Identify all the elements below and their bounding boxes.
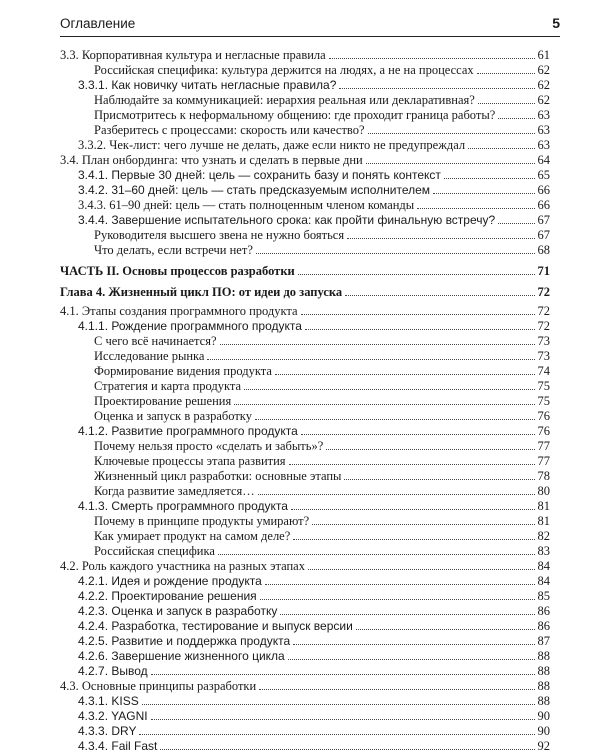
toc-entry-title: Руководителя высшего звена не нужно бояться [94, 228, 345, 242]
toc-entry-page: 62 [537, 93, 550, 107]
toc-entry-title: 3.3.1. Как новичку читать негласные правила? [78, 78, 337, 92]
toc-entry-page: 88 [537, 649, 550, 663]
toc-entry-page: 65 [537, 168, 550, 182]
toc-entry-title: Ключевые процессы этапа развития [94, 454, 286, 468]
toc-entry-page: 64 [537, 153, 550, 167]
toc-entry [78, 213, 550, 228]
dot-leader [339, 79, 534, 89]
toc-entry-page: 66 [537, 183, 550, 197]
toc-entry [94, 484, 550, 499]
toc-entry [60, 264, 550, 279]
toc-entry-title: 4.1. Этапы создания программного продукта [60, 304, 298, 318]
dot-leader [293, 530, 534, 540]
toc-entry [78, 198, 550, 213]
dot-leader [234, 395, 534, 405]
toc-entry-page: 63 [537, 138, 550, 152]
toc-entry-page: 66 [537, 198, 550, 212]
toc-entry-title: Российская специфика [94, 544, 215, 558]
toc-entry [78, 724, 550, 739]
toc-entry-page: 84 [537, 559, 550, 573]
toc-entry-title: 4.2. Роль каждого участника на разных этапах [60, 559, 305, 573]
toc-entry [78, 574, 550, 589]
toc-entry [78, 424, 550, 439]
toc-entry-title: 3.4.3. 61–90 дней: цель — стать полноценным членом команды [78, 198, 415, 212]
dot-leader [366, 154, 535, 164]
toc-entry-page: 76 [537, 409, 550, 423]
toc-entry-page: 85 [537, 589, 550, 603]
dot-leader [151, 710, 535, 720]
toc-entry-title: Присмотритесь к неформальному общению: где проходит граница работы? [94, 108, 496, 122]
toc-entry [94, 544, 550, 559]
toc-entry [78, 589, 550, 604]
toc-entry-page: 75 [537, 379, 550, 393]
toc-entry [94, 439, 550, 454]
toc-entry [94, 228, 550, 243]
toc-entry [60, 153, 550, 168]
dot-leader [329, 49, 535, 59]
dot-leader [244, 380, 534, 390]
dot-leader [255, 410, 535, 420]
dot-leader [289, 455, 535, 465]
dot-leader [207, 350, 534, 360]
header-title: Оглавление [60, 16, 136, 31]
dot-leader [345, 286, 534, 296]
toc-entry [78, 664, 550, 679]
toc-entry-title: 4.2.3. Оценка и запуск в разработку [78, 604, 278, 618]
toc-entry-page: 81 [537, 514, 550, 528]
toc-entry-title: 3.3.2. Чек-лист: чего лучше не делать, даже если никто не предупреждал [78, 138, 466, 152]
toc-entry [60, 679, 550, 694]
dot-leader [265, 575, 535, 585]
toc-entry-page: 72 [537, 285, 550, 299]
toc-entry-title: 4.3.1. KISS [78, 694, 139, 708]
toc-entry [94, 529, 550, 544]
toc-entry-title: 3.4. План онбординга: что узнать и сделать в первые дни [60, 153, 363, 167]
toc-entry-page: 63 [537, 108, 550, 122]
toc-entry-title: Российская специфика: культура держится на людях, а не на процессах [94, 63, 474, 77]
toc-entry [78, 619, 550, 634]
dot-leader [477, 64, 535, 74]
dot-leader [275, 365, 535, 375]
toc-entry-title: Проектирование решения [94, 394, 232, 408]
toc-entry-page: 87 [537, 634, 550, 648]
dot-leader [344, 470, 534, 480]
toc-entry [78, 78, 550, 93]
toc-entry-page: 61 [537, 48, 550, 62]
toc-entry [60, 559, 550, 574]
toc-entry-page: 67 [537, 228, 550, 242]
dot-leader [218, 545, 535, 555]
dot-leader [444, 169, 535, 179]
toc-entry [78, 739, 550, 754]
toc-entry [94, 469, 550, 484]
toc-entry-page: 77 [537, 439, 550, 453]
toc-entry-page: 86 [537, 604, 550, 618]
dot-leader [417, 199, 534, 209]
dot-leader [293, 635, 534, 645]
toc-entry-title: Жизненный цикл разработки: основные этапы [94, 469, 342, 483]
toc-entry-page: 68 [537, 243, 550, 257]
toc-entry-page: 71 [537, 264, 550, 278]
dot-leader [280, 605, 534, 615]
dot-leader [308, 560, 535, 570]
toc-entry [94, 123, 550, 138]
toc-entry [78, 183, 550, 198]
toc-entry [78, 168, 550, 183]
header-page-number: 5 [552, 15, 560, 31]
toc-entry-title: Оценка и запуск в разработку [94, 409, 252, 423]
toc-entry [94, 349, 550, 364]
dot-leader [326, 440, 534, 450]
dot-leader [478, 94, 535, 104]
toc-entry [94, 93, 550, 108]
toc-entry [94, 63, 550, 78]
toc-entry-page: 72 [537, 319, 550, 333]
toc-entry-title: Формирование видения продукта [94, 364, 272, 378]
toc-entry-title: 3.4.4. Завершение испытательного срока: как пройти финальную встречу? [78, 213, 496, 227]
toc-entry-page: 81 [537, 499, 550, 513]
dot-leader [260, 590, 535, 600]
toc-entry-page: 62 [537, 63, 550, 77]
toc-entry-page: 72 [537, 304, 550, 318]
toc-entry [78, 709, 550, 724]
dot-leader [301, 305, 535, 315]
dot-leader [142, 695, 535, 705]
toc-entry [94, 409, 550, 424]
toc-entry [94, 454, 550, 469]
toc-entry-title: 3.4.2. 31–60 дней: цель — стать предсказуемым исполнителем [78, 183, 431, 197]
dot-leader [291, 500, 535, 510]
toc-entry-title: 4.3.2. YAGNI [78, 709, 148, 723]
toc-entry-page: 62 [537, 78, 550, 92]
toc-entry [60, 304, 550, 319]
dot-leader [498, 109, 534, 119]
toc-entry-title: 4.2.4. Разработка, тестирование и выпуск версии [78, 619, 353, 633]
toc-entry-title: Разберитесь с процессами: скорость или качество? [94, 123, 365, 137]
toc-entry-page: 84 [537, 574, 550, 588]
dot-leader [288, 650, 535, 660]
toc-entry [60, 48, 550, 63]
toc-entry-page: 88 [537, 664, 550, 678]
dot-leader [498, 214, 534, 224]
toc-entry [94, 108, 550, 123]
toc-entry-page: 88 [537, 694, 550, 708]
toc-entry-page: 74 [537, 364, 550, 378]
dot-leader [259, 680, 534, 690]
dot-leader [139, 725, 534, 735]
toc-entry [94, 379, 550, 394]
toc-entry-title: 3.4.1. Первые 30 дней: цель — сохранить базу и понять контекст [78, 168, 441, 182]
toc-entry-title: Исследование рынка [94, 349, 205, 363]
dot-leader [356, 620, 535, 630]
dot-leader [256, 244, 535, 254]
toc-entry-title: 4.3. Основные принципы разработки [60, 679, 257, 693]
toc-entry-page: 76 [537, 424, 550, 438]
toc-entry-page: 63 [537, 123, 550, 137]
toc-entry-page: 86 [537, 619, 550, 633]
toc-entry [78, 319, 550, 334]
toc-entry-page: 82 [537, 529, 550, 543]
toc-entry-title: 4.1.3. Смерть программного продукта [78, 499, 288, 513]
toc-entry-title: 3.3. Корпоративная культура и негласные правила [60, 48, 326, 62]
toc-entry-title: Почему нельзя просто «сделать и забыть»? [94, 439, 324, 453]
toc-entry [78, 138, 550, 153]
toc-entry [94, 394, 550, 409]
toc-entry-title: Почему в принципе продукты умирают? [94, 514, 310, 528]
toc-entry-title: Как умирает продукт на самом деле? [94, 529, 291, 543]
toc-entry-title: 4.3.3. DRY [78, 724, 137, 738]
toc-entry-title: 4.1.1. Рождение программного продукта [78, 319, 302, 333]
toc-entry [60, 285, 550, 300]
toc-entry [94, 243, 550, 258]
toc-entry-title: 4.2.2. Проектирование решения [78, 589, 257, 603]
toc-entry-page: 73 [537, 349, 550, 363]
dot-leader [298, 265, 535, 275]
toc-entry-title: 4.1.2. Развитие программного продукта [78, 424, 298, 438]
toc-entry-title: ЧАСТЬ II. Основы процессов разработки [60, 264, 295, 278]
toc-entry-title: 4.3.4. Fail Fast [78, 739, 158, 753]
dot-leader [151, 665, 535, 675]
toc-entry-page: 75 [537, 394, 550, 408]
toc-entry-title: 4.2.6. Завершение жизненного цикла [78, 649, 285, 663]
dot-leader [258, 485, 535, 495]
toc-entry-page: 90 [537, 724, 550, 738]
toc-entry-page: 80 [537, 484, 550, 498]
toc-entry [78, 694, 550, 709]
toc-entry-page: 90 [537, 709, 550, 723]
toc-entry [78, 634, 550, 649]
toc-entry-title: С чего всё начинается? [94, 334, 217, 348]
toc-entry-page: 77 [537, 454, 550, 468]
toc-entry [78, 604, 550, 619]
toc-entry-title: Наблюдайте за коммуникацией: иерархия реальная или декларативная? [94, 93, 475, 107]
dot-leader [468, 139, 534, 149]
toc-entry [94, 514, 550, 529]
toc-entry-title: Что делать, если встречи нет? [94, 243, 253, 257]
toc-entry-title: Когда развитие замедляется… [94, 484, 255, 498]
toc-entry-page: 73 [537, 334, 550, 348]
dot-leader [433, 184, 534, 194]
toc-entry-title: 4.2.7. Вывод [78, 664, 148, 678]
toc-entry-page: 92 [537, 739, 550, 753]
toc-entry-title: Стратегия и карта продукта [94, 379, 242, 393]
toc-entry [78, 649, 550, 664]
toc-entry-page: 88 [537, 679, 550, 693]
dot-leader [312, 515, 534, 525]
toc-entry [78, 499, 550, 514]
toc-entry [94, 364, 550, 379]
dot-leader [368, 124, 535, 134]
dot-leader [301, 425, 535, 435]
dot-leader [305, 320, 535, 330]
dot-leader [347, 229, 534, 239]
toc-entry-title: 4.2.5. Развитие и поддержка продукта [78, 634, 291, 648]
toc-entry-page: 83 [537, 544, 550, 558]
toc-entry-page: 67 [537, 213, 550, 227]
toc-entry-page: 78 [537, 469, 550, 483]
toc-entry [94, 334, 550, 349]
toc-entry-title: 4.2.1. Идея и рождение продукта [78, 574, 262, 588]
toc-entry-title: Глава 4. Жизненный цикл ПО: от идеи до запуска [60, 285, 343, 299]
dot-leader [220, 335, 535, 345]
dot-leader [160, 740, 534, 750]
